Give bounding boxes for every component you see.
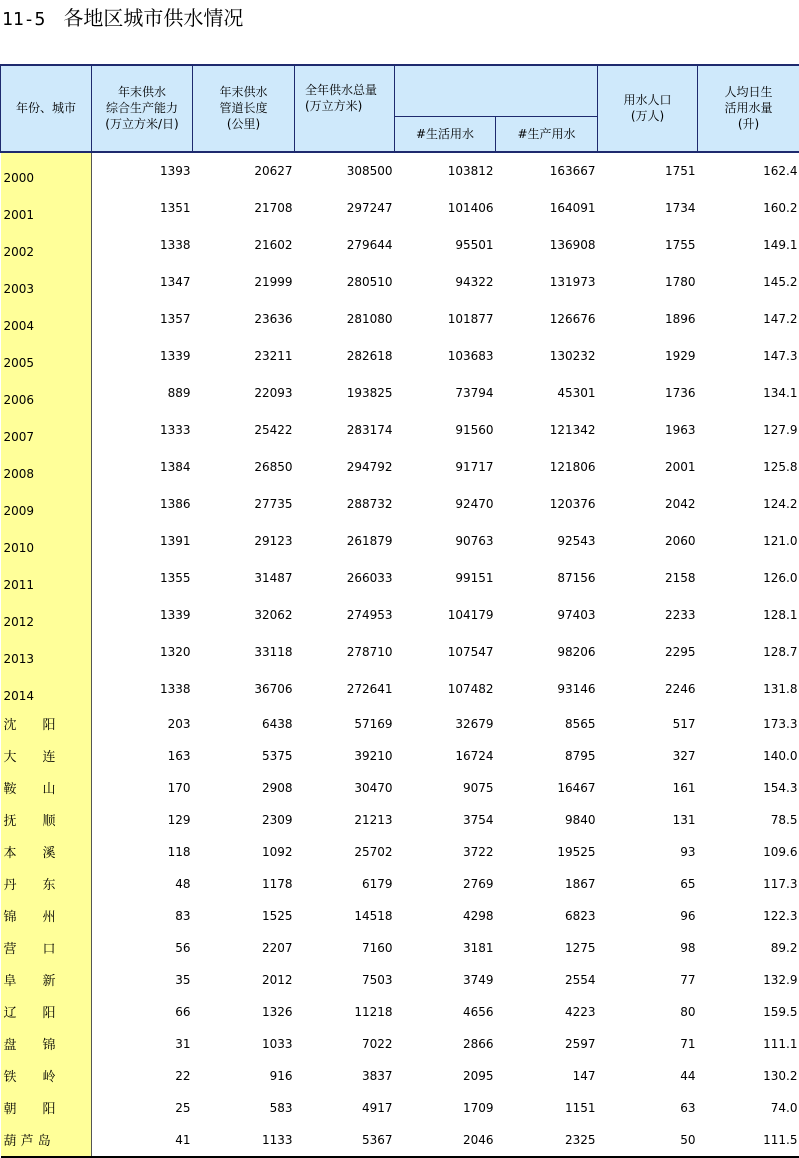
cell-total-supply: 7022	[295, 1028, 395, 1060]
cell-pipe-length: 23211	[193, 338, 295, 375]
cell-per-capita: 122.3	[698, 900, 799, 932]
water-supply-table	[0, 64, 799, 1158]
cell-production: 2554	[496, 964, 598, 996]
cell-total-supply: 30470	[295, 772, 395, 804]
row-label: 2013	[1, 634, 92, 671]
row-label: 盘 锦	[1, 1028, 92, 1060]
cell-capacity: 1339	[92, 338, 193, 375]
cell-population: 1896	[598, 301, 698, 338]
cell-domestic: 90763	[395, 523, 496, 560]
cell-domestic: 107482	[395, 671, 496, 708]
cell-capacity: 1351	[92, 190, 193, 227]
cell-total-supply: 14518	[295, 900, 395, 932]
cell-population: 2246	[598, 671, 698, 708]
cell-domestic: 3722	[395, 836, 496, 868]
header-region: 年份、城市	[1, 65, 92, 152]
cell-per-capita: 162.4	[698, 152, 799, 190]
cell-production: 16467	[496, 772, 598, 804]
cell-per-capita: 159.5	[698, 996, 799, 1028]
cell-per-capita: 131.8	[698, 671, 799, 708]
row-label: 大 连	[1, 740, 92, 772]
cell-per-capita: 173.3	[698, 708, 799, 740]
cell-population: 65	[598, 868, 698, 900]
cell-per-capita: 127.9	[698, 412, 799, 449]
cell-domestic: 2866	[395, 1028, 496, 1060]
table-header	[1, 65, 799, 152]
table-row	[1, 264, 799, 301]
cell-total-supply: 11218	[295, 996, 395, 1028]
cell-pipe-length: 21999	[193, 264, 295, 301]
cell-domestic: 73794	[395, 375, 496, 412]
header-production: #生产用水	[496, 116, 598, 152]
cell-capacity: 203	[92, 708, 193, 740]
table-row	[1, 868, 799, 900]
cell-domestic: 3749	[395, 964, 496, 996]
cell-pipe-length: 1525	[193, 900, 295, 932]
cell-pipe-length: 6438	[193, 708, 295, 740]
cell-capacity: 1339	[92, 597, 193, 634]
cell-population: 2158	[598, 560, 698, 597]
cell-population: 2233	[598, 597, 698, 634]
cell-domestic: 2046	[395, 1124, 496, 1157]
cell-production: 98206	[496, 634, 598, 671]
cell-total-supply: 278710	[295, 634, 395, 671]
cell-per-capita: 125.8	[698, 449, 799, 486]
cell-population: 161	[598, 772, 698, 804]
cell-total-supply: 308500	[295, 152, 395, 190]
cell-population: 1780	[598, 264, 698, 301]
cell-per-capita: 154.3	[698, 772, 799, 804]
cell-total-supply: 21213	[295, 804, 395, 836]
cell-pipe-length: 32062	[193, 597, 295, 634]
cell-pipe-length: 1033	[193, 1028, 295, 1060]
cell-population: 2060	[598, 523, 698, 560]
cell-pipe-length: 25422	[193, 412, 295, 449]
table-row	[1, 190, 799, 227]
cell-capacity: 129	[92, 804, 193, 836]
cell-population: 1736	[598, 375, 698, 412]
cell-domestic: 1709	[395, 1092, 496, 1124]
cell-pipe-length: 1178	[193, 868, 295, 900]
row-label: 铁 岭	[1, 1060, 92, 1092]
cell-domestic: 91560	[395, 412, 496, 449]
cell-pipe-length: 916	[193, 1060, 295, 1092]
table-row	[1, 740, 799, 772]
table-row	[1, 996, 799, 1028]
cell-population: 2001	[598, 449, 698, 486]
cell-per-capita: 128.7	[698, 634, 799, 671]
cell-production: 130232	[496, 338, 598, 375]
table-row	[1, 560, 799, 597]
cell-capacity: 41	[92, 1124, 193, 1157]
cell-population: 1963	[598, 412, 698, 449]
cell-population: 63	[598, 1092, 698, 1124]
cell-domestic: 2095	[395, 1060, 496, 1092]
cell-pipe-length: 1326	[193, 996, 295, 1028]
cell-production: 121342	[496, 412, 598, 449]
cell-per-capita: 109.6	[698, 836, 799, 868]
cell-domestic: 107547	[395, 634, 496, 671]
cell-pipe-length: 29123	[193, 523, 295, 560]
cell-total-supply: 282618	[295, 338, 395, 375]
row-label: 2010	[1, 523, 92, 560]
cell-total-supply: 3837	[295, 1060, 395, 1092]
cell-per-capita: 149.1	[698, 227, 799, 264]
row-label: 2000	[1, 152, 92, 190]
cell-domestic: 103683	[395, 338, 496, 375]
table-row	[1, 836, 799, 868]
row-label: 2004	[1, 301, 92, 338]
row-label: 2007	[1, 412, 92, 449]
cell-total-supply: 57169	[295, 708, 395, 740]
row-label: 锦 州	[1, 900, 92, 932]
cell-total-supply: 7160	[295, 932, 395, 964]
cell-pipe-length: 2908	[193, 772, 295, 804]
cell-capacity: 48	[92, 868, 193, 900]
cell-population: 98	[598, 932, 698, 964]
table-row	[1, 412, 799, 449]
cell-per-capita: 147.3	[698, 338, 799, 375]
cell-per-capita: 124.2	[698, 486, 799, 523]
cell-production: 147	[496, 1060, 598, 1092]
cell-total-supply: 7503	[295, 964, 395, 996]
cell-capacity: 1333	[92, 412, 193, 449]
cell-pipe-length: 23636	[193, 301, 295, 338]
cell-capacity: 31	[92, 1028, 193, 1060]
table-body	[1, 152, 799, 1157]
cell-capacity: 1391	[92, 523, 193, 560]
cell-production: 19525	[496, 836, 598, 868]
page-title	[2, 4, 243, 32]
table-row	[1, 1092, 799, 1124]
cell-capacity: 1338	[92, 227, 193, 264]
cell-capacity: 1355	[92, 560, 193, 597]
cell-per-capita: 126.0	[698, 560, 799, 597]
cell-domestic: 9075	[395, 772, 496, 804]
cell-total-supply: 274953	[295, 597, 395, 634]
table-row	[1, 671, 799, 708]
cell-domestic: 94322	[395, 264, 496, 301]
table-row	[1, 900, 799, 932]
table-row	[1, 597, 799, 634]
cell-total-supply: 5367	[295, 1124, 395, 1157]
cell-total-supply: 261879	[295, 523, 395, 560]
cell-population: 77	[598, 964, 698, 996]
row-label: 沈 阳	[1, 708, 92, 740]
cell-pipe-length: 1133	[193, 1124, 295, 1157]
cell-population: 1751	[598, 152, 698, 190]
cell-capacity: 25	[92, 1092, 193, 1124]
table-row	[1, 1028, 799, 1060]
cell-pipe-length: 1092	[193, 836, 295, 868]
cell-population: 327	[598, 740, 698, 772]
cell-total-supply: 279644	[295, 227, 395, 264]
row-label: 2005	[1, 338, 92, 375]
row-label: 2011	[1, 560, 92, 597]
cell-per-capita: 89.2	[698, 932, 799, 964]
cell-population: 131	[598, 804, 698, 836]
header-pipe-length: 年末供水 管道长度 (公里)	[193, 65, 295, 152]
cell-population: 93	[598, 836, 698, 868]
cell-total-supply: 39210	[295, 740, 395, 772]
table-row	[1, 152, 799, 190]
cell-population: 2042	[598, 486, 698, 523]
cell-production: 8565	[496, 708, 598, 740]
cell-per-capita: 121.0	[698, 523, 799, 560]
row-label: 朝 阳	[1, 1092, 92, 1124]
table-row	[1, 804, 799, 836]
cell-domestic: 3754	[395, 804, 496, 836]
cell-pipe-length: 36706	[193, 671, 295, 708]
cell-production: 2597	[496, 1028, 598, 1060]
header-total-supply: 全年供水总量 (万立方米)	[295, 65, 395, 116]
table-row	[1, 772, 799, 804]
cell-domestic: 99151	[395, 560, 496, 597]
cell-total-supply: 280510	[295, 264, 395, 301]
cell-production: 6823	[496, 900, 598, 932]
table-row	[1, 708, 799, 740]
cell-production: 131973	[496, 264, 598, 301]
row-label: 2008	[1, 449, 92, 486]
cell-production: 121806	[496, 449, 598, 486]
cell-capacity: 22	[92, 1060, 193, 1092]
row-label: 葫 芦 岛	[1, 1124, 92, 1157]
cell-production: 120376	[496, 486, 598, 523]
cell-pipe-length: 2309	[193, 804, 295, 836]
row-label: 2003	[1, 264, 92, 301]
row-label: 2002	[1, 227, 92, 264]
cell-total-supply: 4917	[295, 1092, 395, 1124]
row-label: 本 溪	[1, 836, 92, 868]
cell-pipe-length: 31487	[193, 560, 295, 597]
cell-domestic: 103812	[395, 152, 496, 190]
cell-production: 126676	[496, 301, 598, 338]
cell-pipe-length: 20627	[193, 152, 295, 190]
cell-domestic: 92470	[395, 486, 496, 523]
row-label: 丹 东	[1, 868, 92, 900]
cell-total-supply: 297247	[295, 190, 395, 227]
row-label: 鞍 山	[1, 772, 92, 804]
cell-capacity: 83	[92, 900, 193, 932]
header-total-supply-span	[395, 65, 598, 116]
table-row	[1, 932, 799, 964]
cell-capacity: 1393	[92, 152, 193, 190]
cell-production: 8795	[496, 740, 598, 772]
cell-population: 44	[598, 1060, 698, 1092]
cell-pipe-length: 583	[193, 1092, 295, 1124]
cell-per-capita: 134.1	[698, 375, 799, 412]
cell-per-capita: 160.2	[698, 190, 799, 227]
cell-pipe-length: 22093	[193, 375, 295, 412]
cell-capacity: 1384	[92, 449, 193, 486]
cell-pipe-length: 2012	[193, 964, 295, 996]
row-label: 营 口	[1, 932, 92, 964]
row-label: 2009	[1, 486, 92, 523]
table-row	[1, 338, 799, 375]
cell-population: 96	[598, 900, 698, 932]
cell-capacity: 1357	[92, 301, 193, 338]
header-total-supply-lower	[295, 116, 395, 152]
cell-per-capita: 147.2	[698, 301, 799, 338]
header-capacity: 年末供水 综合生产能力 (万立方米/日)	[92, 65, 193, 152]
cell-production: 87156	[496, 560, 598, 597]
cell-production: 92543	[496, 523, 598, 560]
cell-total-supply: 25702	[295, 836, 395, 868]
cell-production: 1275	[496, 932, 598, 964]
cell-domestic: 32679	[395, 708, 496, 740]
cell-total-supply: 6179	[295, 868, 395, 900]
row-label: 2001	[1, 190, 92, 227]
cell-domestic: 101406	[395, 190, 496, 227]
cell-capacity: 163	[92, 740, 193, 772]
cell-capacity: 1320	[92, 634, 193, 671]
cell-production: 9840	[496, 804, 598, 836]
cell-production: 163667	[496, 152, 598, 190]
table-number: 11-5	[2, 9, 45, 30]
cell-domestic: 4298	[395, 900, 496, 932]
row-label: 2014	[1, 671, 92, 708]
cell-per-capita: 111.5	[698, 1124, 799, 1157]
row-label: 2012	[1, 597, 92, 634]
cell-production: 136908	[496, 227, 598, 264]
header-per-capita: 人均日生 活用水量 (升)	[698, 65, 799, 152]
header-population: 用水人口 (万人)	[598, 65, 698, 152]
cell-capacity: 170	[92, 772, 193, 804]
cell-pipe-length: 5375	[193, 740, 295, 772]
cell-per-capita: 78.5	[698, 804, 799, 836]
cell-domestic: 4656	[395, 996, 496, 1028]
cell-total-supply: 193825	[295, 375, 395, 412]
cell-production: 2325	[496, 1124, 598, 1157]
cell-production: 1867	[496, 868, 598, 900]
cell-capacity: 1386	[92, 486, 193, 523]
cell-population: 50	[598, 1124, 698, 1157]
cell-per-capita: 132.9	[698, 964, 799, 996]
cell-pipe-length: 33118	[193, 634, 295, 671]
table-row	[1, 486, 799, 523]
cell-per-capita: 145.2	[698, 264, 799, 301]
cell-total-supply: 283174	[295, 412, 395, 449]
cell-capacity: 66	[92, 996, 193, 1028]
cell-total-supply: 272641	[295, 671, 395, 708]
table-row	[1, 227, 799, 264]
cell-domestic: 95501	[395, 227, 496, 264]
cell-production: 1151	[496, 1092, 598, 1124]
cell-total-supply: 281080	[295, 301, 395, 338]
cell-total-supply: 288732	[295, 486, 395, 523]
cell-population: 1755	[598, 227, 698, 264]
cell-domestic: 91717	[395, 449, 496, 486]
cell-pipe-length: 21708	[193, 190, 295, 227]
cell-production: 164091	[496, 190, 598, 227]
table-row	[1, 449, 799, 486]
cell-domestic: 104179	[395, 597, 496, 634]
table-row	[1, 1060, 799, 1092]
table-row	[1, 1124, 799, 1157]
cell-per-capita: 111.1	[698, 1028, 799, 1060]
cell-pipe-length: 21602	[193, 227, 295, 264]
cell-production: 4223	[496, 996, 598, 1028]
cell-population: 1734	[598, 190, 698, 227]
cell-per-capita: 117.3	[698, 868, 799, 900]
table-row	[1, 523, 799, 560]
table-row	[1, 964, 799, 996]
cell-capacity: 1347	[92, 264, 193, 301]
row-label: 阜 新	[1, 964, 92, 996]
cell-per-capita: 140.0	[698, 740, 799, 772]
cell-capacity: 35	[92, 964, 193, 996]
cell-domestic: 3181	[395, 932, 496, 964]
cell-per-capita: 130.2	[698, 1060, 799, 1092]
cell-production: 45301	[496, 375, 598, 412]
cell-domestic: 2769	[395, 868, 496, 900]
cell-population: 80	[598, 996, 698, 1028]
cell-pipe-length: 2207	[193, 932, 295, 964]
cell-domestic: 16724	[395, 740, 496, 772]
table-row	[1, 301, 799, 338]
header-domestic: #生活用水	[395, 116, 496, 152]
cell-pipe-length: 26850	[193, 449, 295, 486]
table-title: 各地区城市供水情况	[63, 6, 243, 30]
cell-capacity: 1338	[92, 671, 193, 708]
cell-total-supply: 266033	[295, 560, 395, 597]
cell-per-capita: 74.0	[698, 1092, 799, 1124]
cell-total-supply: 294792	[295, 449, 395, 486]
table-row	[1, 634, 799, 671]
cell-domestic: 101877	[395, 301, 496, 338]
cell-population: 71	[598, 1028, 698, 1060]
row-label: 抚 顺	[1, 804, 92, 836]
cell-production: 93146	[496, 671, 598, 708]
cell-production: 97403	[496, 597, 598, 634]
cell-population: 1929	[598, 338, 698, 375]
cell-population: 2295	[598, 634, 698, 671]
cell-capacity: 118	[92, 836, 193, 868]
row-label: 2006	[1, 375, 92, 412]
cell-per-capita: 128.1	[698, 597, 799, 634]
table-row	[1, 375, 799, 412]
cell-capacity: 56	[92, 932, 193, 964]
row-label: 辽 阳	[1, 996, 92, 1028]
cell-population: 517	[598, 708, 698, 740]
cell-pipe-length: 27735	[193, 486, 295, 523]
cell-capacity: 889	[92, 375, 193, 412]
